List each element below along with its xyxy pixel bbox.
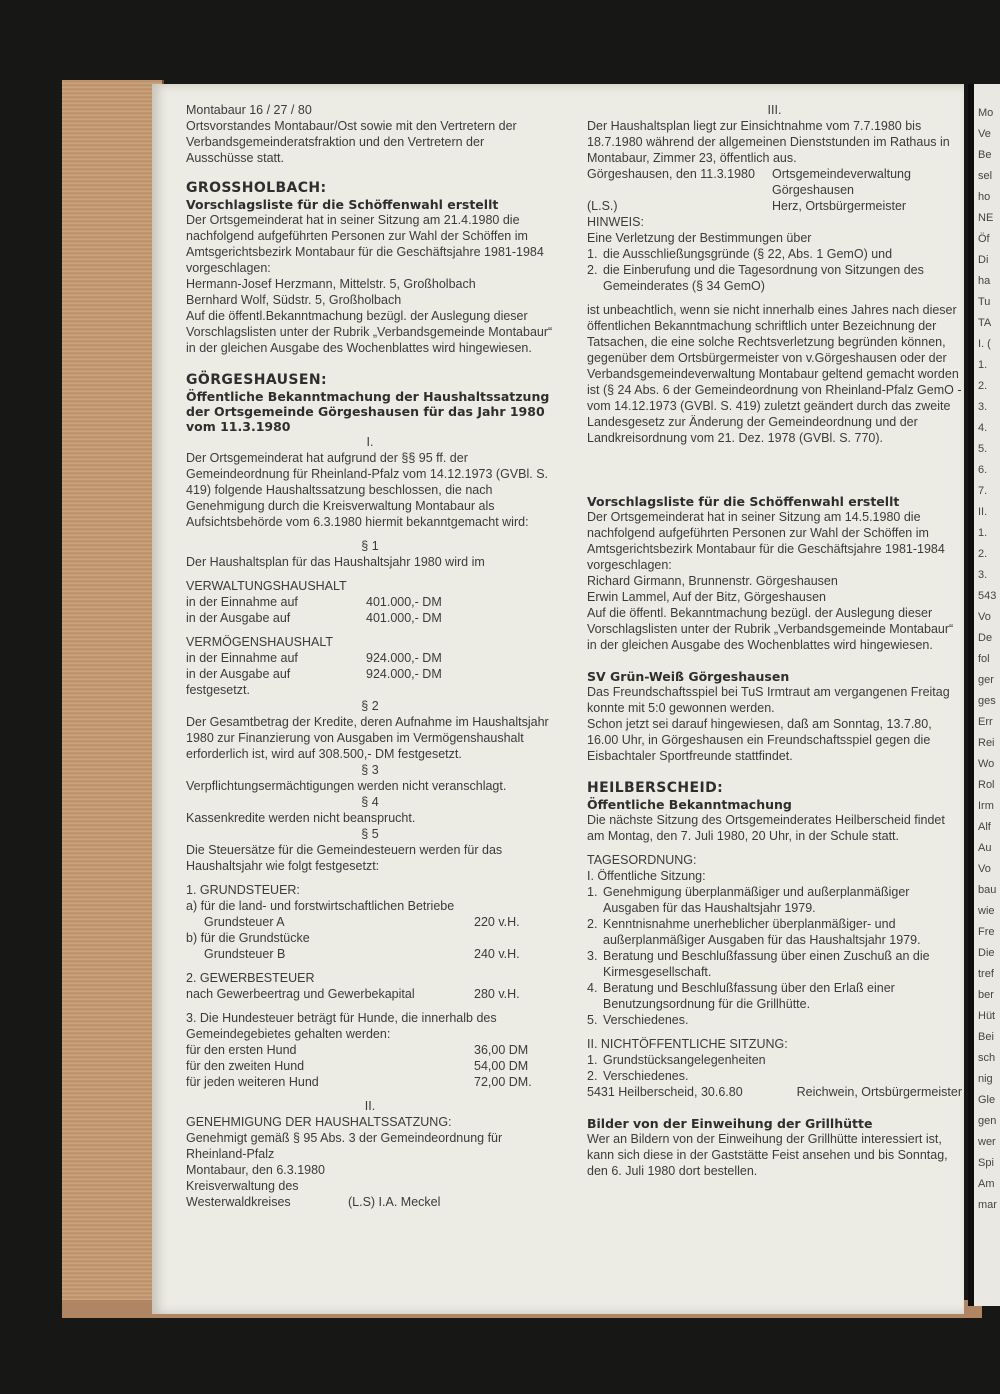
agenda-list <box>587 1052 962 1084</box>
adjacent-page-fragment: 3. <box>978 569 988 581</box>
adjacent-page-fragment: ber <box>978 989 994 1001</box>
adjacent-page-fragment: Be <box>978 149 992 161</box>
adjacent-page-fragment: Mo <box>978 107 994 119</box>
adjacent-page-fragment: wer <box>978 1136 996 1148</box>
paragraph: Schon jetzt sei darauf hingewiesen, daß am Sonntag, 13.7.80, 16.00 Uhr, in Görgeshausen ein Freundschaftsspiel gegen die Eisbachtaler Sportfreunde stattfindet. <box>587 717 932 763</box>
section-heading: Vorschlagsliste für die Schöffenwahl erstellt <box>186 197 499 212</box>
approval-date: Montabaur, den 6.3.1980 <box>186 1163 326 1177</box>
adjacent-page-fragment: ha <box>978 275 991 287</box>
adjacent-page-fragment: bau <box>978 884 997 896</box>
paragraph: Der Ortsgemeinderat hat aufgrund der §§ 95 ff. der Gemeindeordnung für Rheinland-Pfalz vom 14.12.1973 (GVBl. S. 419) folgende Haushaltssatzung beschlossen, die nach Genehmigung durch die Kreisverwaltung Montabaur als Aufsichtsbehörde vom 6.3.1980 hiermit bekanntgemacht wird: <box>186 451 549 529</box>
adjacent-page-fragment: Fre <box>978 926 995 938</box>
budget-row: in der Einnahme auf 924.000,- DM <box>186 651 442 665</box>
adjacent-page-fragment: tref <box>978 968 994 980</box>
paragraph: Die Steuersätze für die Gemeindesteuern werden für das Haushaltsjahr wie folgt festgesetzt: <box>186 843 503 873</box>
adjacent-page-fragment: Vo <box>978 863 991 875</box>
dog-tax-row: für jeden weiteren Hund 72,00 DM. <box>186 1075 532 1089</box>
adjacent-page-fragment: ho <box>978 191 991 203</box>
paragraph: ist unbeachtlich, wenn sie nicht innerhalb eines Jahres nach dieser öffentlichen Bekanntmachung schriftlich unter Bezeichnung der Tatsachen, die eine solche Rechtsverletzung begründen können, gegenüber dem Ortsbürgermeister von v.Görgeshausen oder der Verbandsgemeindeverwaltung Montabaur geltend gemacht worden ist (§ 24 Abs. 6 der Gemeindeordnung von Rheinland-Pfalz GemO - vom 14.12.1973 (GVBl. S. 419) zuletzt geändert durch das zweite Landesgesetz zur Änderung der Gemeindeordnung und der Landkreisordnung vom 21. Dez. 1978 (GVBl. S. 770). <box>587 303 962 445</box>
adjacent-page-fragment: sch <box>978 1052 996 1064</box>
adjacent-page-fragment: Bei <box>978 1031 994 1043</box>
signature-row: 5431 Heilberscheid, 30.6.80 Reichwein, Ortsbürgermeister <box>587 1085 962 1099</box>
tax-title: 1. GRUNDSTEUER: <box>186 883 300 897</box>
signature-row: (L.S.) Herz, Ortsbürgermeister <box>587 199 907 213</box>
section-heading: Öffentliche Bekanntmachung der Haushaltssatzung der Ortsgemeinde Görgeshausen für das Jahr 1980 vom 11.3.1980 <box>186 389 550 434</box>
paragraph: Der Ortsgemeinderat hat in seiner Sitzung am 14.5.1980 die nachfolgend aufgeführten Personen zur Wahl der Schöffen im Amtsgerichtsbezirk Montabaur für die Geschäftsjahre 1981-1984 vorgeschlagen: <box>587 510 945 572</box>
adjacent-page-fragment: Gle <box>978 1094 996 1106</box>
adjacent-page-fragment: fol <box>978 653 990 665</box>
adjacent-page-text <box>974 84 1000 1212</box>
agenda-title: TAGESORDNUNG: <box>587 853 697 867</box>
paragraph: 3. Die Hundesteuer beträgt für Hunde, die innerhalb des Gemeindegebietes gehalten werden: <box>186 1011 497 1041</box>
section-place-heilberscheid: HEILBERSCHEID: <box>587 780 724 796</box>
adjacent-page-fragment: mar <box>978 1199 997 1211</box>
adjacent-page-strip <box>968 84 1000 1306</box>
paragraph: Die nächste Sitzung des Ortsgemeinderates Heilberscheid findet am Montag, den 7. Juli 1980, 20 Uhr, in der Schule statt. <box>587 813 945 843</box>
list-item: 2. die Einberufung und die Tagesordnung von Sitzungen des Gemeinderates (§ 34 GemO) <box>587 263 924 293</box>
adjacent-page-fragment: 2. <box>978 548 988 560</box>
adjacent-page-fragment: NE <box>978 212 994 224</box>
adjacent-page-fragment: 4. <box>978 422 988 434</box>
right-column <box>587 102 962 1179</box>
signature-row: Görgeshausen <box>772 183 855 197</box>
adjacent-page-fragment: Am <box>978 1178 995 1190</box>
paragraph: Eine Verletzung der Bestimmungen über <box>587 231 812 245</box>
list-item: 5. Verschiedenes. <box>587 1013 689 1027</box>
tax-item: a) für die land- und forstwirtschaftlichen Betriebe <box>186 899 455 913</box>
adjacent-page-fragment: De <box>978 632 993 644</box>
paragraph-symbol: § 5 <box>361 827 379 841</box>
section-heading: Vorschlagsliste für die Schöffenwahl erstellt <box>587 494 900 509</box>
intro-text: Ortsvorstandes Montabaur/Ost sowie mit den Vertretern der Verbandsgemeinderatsfraktion und den Vertretern der Ausschüsse statt. <box>186 119 517 165</box>
signature-row: Görgeshausen, den 11.3.1980 Ortsgemeindeverwaltung <box>587 167 911 181</box>
section-heading: Bilder von der Einweihung der Grillhütte <box>587 1116 873 1131</box>
adjacent-page-fragment: TA <box>978 317 992 329</box>
tax-row: Grundsteuer B 240 v.H. <box>204 947 520 961</box>
person-entry: Richard Girmann, Brunnenstr. Görgeshausen <box>587 574 838 588</box>
adjacent-page-fragment: Rei <box>978 737 995 749</box>
paragraph: Verpflichtungsermächtigungen werden nicht veranschlagt. <box>186 779 507 793</box>
section-place-grossholbach: GROSSHOLBACH: <box>186 180 327 196</box>
paragraph: festgesetzt. <box>186 683 250 697</box>
paragraph: Der Haushaltsplan liegt zur Einsichtnahme vom 7.7.1980 bis 18.7.1980 während der allgemeinen Dienststunden im Rathaus in Montabaur, Zimmer 23, öffentlich aus. <box>587 119 950 165</box>
adjacent-page-fragment: 7. <box>978 485 988 497</box>
list-item: 2. Verschiedenes. <box>587 1069 689 1083</box>
adjacent-page-fragment: sel <box>978 170 993 182</box>
adjacent-page-fragment: 6. <box>978 464 988 476</box>
approval-signature-row: Westerwaldkreises (L.S) I.A. Meckel <box>186 1195 441 1209</box>
adjacent-page-fragment: Di <box>978 254 989 266</box>
page-header-right: III. <box>767 103 782 117</box>
budget-row: in der Einnahme auf 401.000,- DM <box>186 595 442 609</box>
budget-row: in der Ausgabe auf 924.000,- DM <box>186 667 442 681</box>
agenda-subtitle: I. Öffentliche Sitzung: <box>587 869 706 883</box>
budget-row: in der Ausgabe auf 401.000,- DM <box>186 611 442 625</box>
adjacent-page-fragment: Au <box>978 842 992 854</box>
adjacent-page-fragment: nig <box>978 1073 993 1085</box>
paragraph: Der Gesamtbetrag der Kredite, deren Aufnahme im Haushaltsjahr 1980 zur Finanzierung von Ausgaben im Vermögenshaushalt erforderlich ist, wird auf 308.500,- DM festgesetzt. <box>186 715 549 761</box>
tax-title: 2. GEWERBESTEUER <box>186 971 315 985</box>
paragraph-symbol: § 3 <box>361 763 379 777</box>
page-header-left: Montabaur 16 / 27 / 80 <box>186 103 312 117</box>
budget-title: VERMÖGENSHAUSHALT <box>186 635 334 649</box>
list-item: 3. Beratung und Beschlußfassung über einen Zuschuß an die Kirmesgesellschaft. <box>587 949 930 979</box>
adjacent-page-fragment: 5. <box>978 443 988 455</box>
adjacent-page-fragment: gen <box>978 1115 997 1127</box>
adjacent-page-fragment: Irm <box>978 800 994 812</box>
book-page-edges <box>62 80 164 1315</box>
adjacent-page-fragment: II. <box>978 506 988 518</box>
approval-authority: Kreisverwaltung des <box>186 1179 299 1193</box>
person-entry: Bernhard Wolf, Südstr. 5, Großholbach <box>186 293 402 307</box>
list-item: 1. Genehmigung überplanmäßiger und außerplanmäßiger Ausgaben für das Haushaltsjahr 1979. <box>587 885 910 915</box>
tax-row: nach Gewerbeertrag und Gewerbekapital 280 v.H. <box>186 987 520 1001</box>
paragraph: Wer an Bildern von der Einweihung der Grillhütte interessiert ist, kann sich diese in der Gaststätte Feist ansehen und bis Sonntag, den 6. Juli 1980 dort bestellen. <box>587 1132 948 1178</box>
paragraph: Das Freundschaftsspiel bei TuS Irmtraut am vergangenen Freitag konnte mit 5:0 gewonnen werden. <box>587 685 950 715</box>
section-heading: Öffentliche Bekanntmachung <box>587 797 792 812</box>
adjacent-page-fragment: 543 <box>978 590 997 602</box>
list-item: 1. die Ausschließungsgründe (§ 22, Abs. 1 GemO) und <box>587 247 893 261</box>
section-place-goergeshausen: GÖRGESHAUSEN: <box>186 372 327 388</box>
paragraph-symbol: § 1 <box>361 539 379 553</box>
adjacent-page-fragment: Öf <box>978 233 990 245</box>
adjacent-page-fragment: I. ( <box>978 338 991 350</box>
list-item: 4. Beratung und Beschlußfassung über den Erlaß einer Benutzungsordnung für die Grillhütte. <box>587 981 895 1011</box>
adjacent-page-fragment: Wo <box>978 758 995 770</box>
adjacent-page-fragment: Die <box>978 947 995 959</box>
dog-tax-row: für den ersten Hund 36,00 DM <box>186 1043 529 1057</box>
person-entry: Hermann-Josef Herzmann, Mittelstr. 5, Großholbach <box>186 277 476 291</box>
agenda-subtitle: II. NICHTÖFFENTLICHE SITZUNG: <box>587 1037 788 1051</box>
adjacent-page-fragment: ger <box>978 674 994 686</box>
adjacent-page-fragment: wie <box>978 905 995 917</box>
approval-title: GENEHMIGUNG DER HAUSHALTSSATZUNG: <box>186 1115 452 1129</box>
list-item: 2. Kenntnisnahme unerheblicher überplanmäßiger- und außerplanmäßiger Ausgaben für das Haushaltsjahr 1979. <box>587 917 921 947</box>
adjacent-page-fragment: Rol <box>978 779 995 791</box>
adjacent-page-fragment: Ve <box>978 128 991 140</box>
paragraph-symbol: § 4 <box>361 795 379 809</box>
paragraph: Kassenkredite werden nicht beansprucht. <box>186 811 416 825</box>
adjacent-page-fragment: 1. <box>978 527 988 539</box>
person-entry: Erwin Lammel, Auf der Bitz, Görgeshausen <box>587 590 827 604</box>
roman-numeral: II. <box>364 1099 376 1113</box>
adjacent-page-fragment: Tu <box>978 296 991 308</box>
tax-row: Grundsteuer A 220 v.H. <box>204 915 520 929</box>
paragraph: Auf die öffentl. Bekanntmachung bezügl. der Auslegung dieser Vorschlagslisten unter der Rubrik „Verbandsgemeinde Montabaur“ in der gleichen Ausgabe des Wochenblattes wird hingewiesen. <box>587 606 954 652</box>
dog-tax-row: für den zweiten Hund 54,00 DM <box>186 1059 529 1073</box>
adjacent-page-fragment: 2. <box>978 380 988 392</box>
paragraph: Genehmigt gemäß § 95 Abs. 3 der Gemeindeordnung für Rheinland-Pfalz <box>186 1131 503 1161</box>
paragraph-symbol: § 2 <box>361 699 379 713</box>
paragraph: Auf die öffentl.Bekanntmachung bezügl. der Auslegung dieser Vorschlagslisten unter der Rubrik „Verbandsgemeinde Montabaur“ in der gleichen Ausgabe des Wochenblattes wird hingewiesen. <box>186 309 553 355</box>
list-item: 1. Grundstücksangelegenheiten <box>587 1053 766 1067</box>
adjacent-page-fragment: Hüt <box>978 1010 996 1022</box>
paragraph: Der Ortsgemeinderat hat in seiner Sitzung am 21.4.1980 die nachfolgend aufgeführten Personen zur Wahl der Schöffen im Amtsgerichtsbezirk Montabaur für die Geschäftsjahre 1981-1984 vorgeschlagen: <box>186 213 544 275</box>
paragraph: Der Haushaltsplan für das Haushaltsjahr 1980 wird im <box>186 555 485 569</box>
hinweis-list <box>587 246 962 294</box>
adjacent-page-fragment: Err <box>978 716 993 728</box>
adjacent-page-fragment: 3. <box>978 401 988 413</box>
tax-item: b) für die Grundstücke <box>186 931 310 945</box>
adjacent-page-fragment: Vo <box>978 611 991 623</box>
hinweis-title: HINWEIS: <box>587 215 644 229</box>
left-column <box>186 102 554 1210</box>
section-heading: SV Grün-Weiß Görgeshausen <box>587 669 790 684</box>
adjacent-page-fragment: Spi <box>978 1157 994 1169</box>
roman-numeral: I. <box>366 435 374 449</box>
adjacent-page-fragment: 1. <box>978 359 988 371</box>
budget-title: VERWALTUNGSHAUSHALT <box>186 579 347 593</box>
adjacent-page-fragment: Alf <box>978 821 991 833</box>
agenda-list <box>587 884 962 1028</box>
adjacent-page-fragment: ges <box>978 695 996 707</box>
